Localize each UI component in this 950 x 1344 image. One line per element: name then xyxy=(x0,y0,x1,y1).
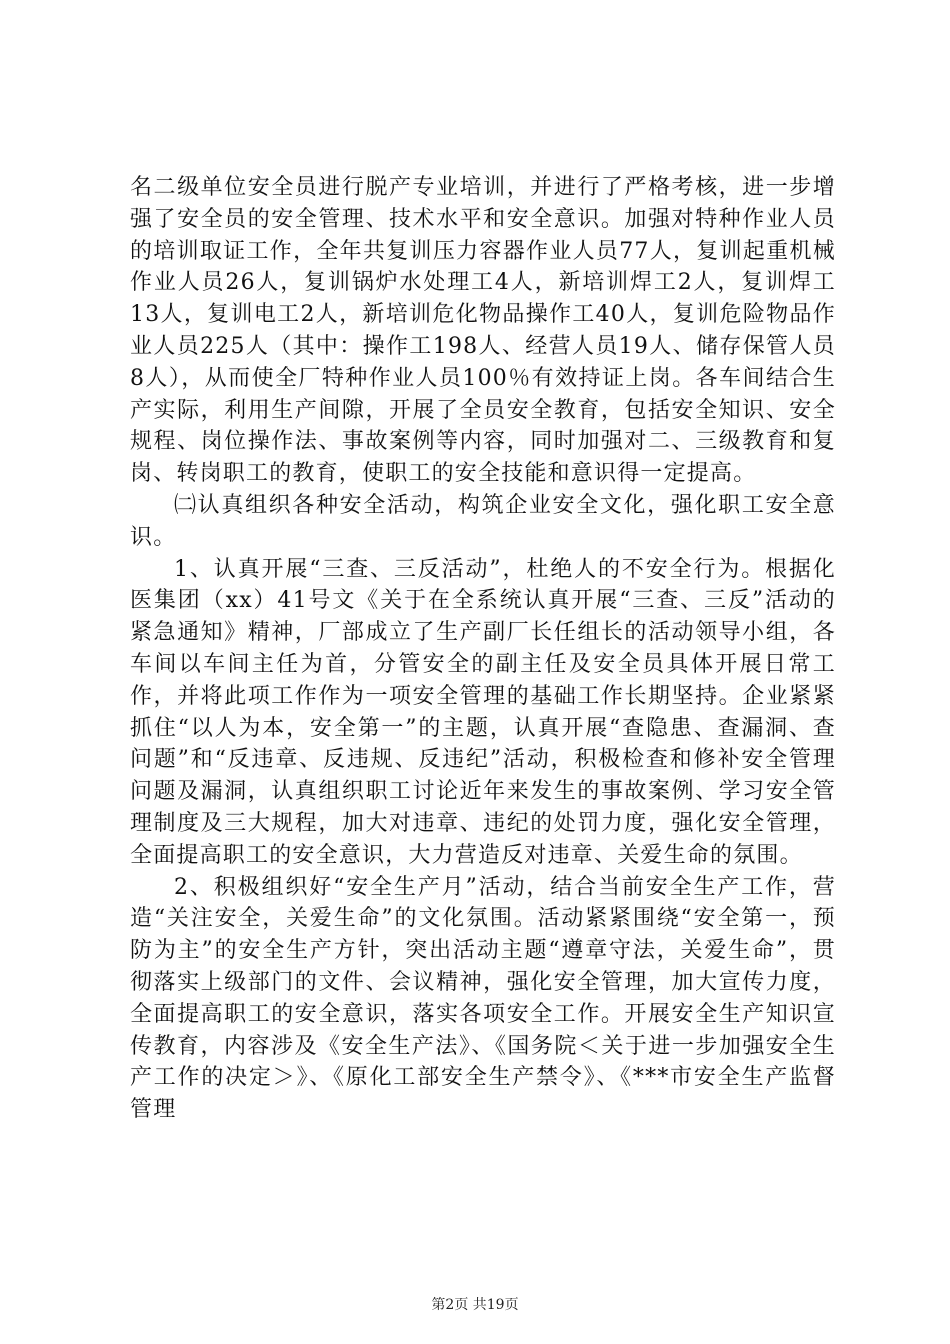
paragraph-section-heading: ㈡认真组织各种安全活动，构筑企业安全文化，强化职工安全意识。 xyxy=(130,492,836,550)
page-number-footer: 第2页 共19页 xyxy=(431,1297,519,1313)
document-body xyxy=(130,172,836,1126)
paragraph-training: 名二级单位安全员进行脱产专业培训，并进行了严格考核，进一步增强了安全员的安全管理、技术水平和安全意识。加强对特种作业人员的培训取证工作，全年共复训压力容器作业人员77人，复训起重机械作业人员26人，复训锅炉水处理工4人，新培训焊工2人，复训焊工13人，复训电工2人，新培训危化物品操作工40人，复训危险物品作业人员225人（其中：操作工198人、经营人员19人、储存保管人员8人），从而使全厂特种作业人员100％有效持证上岗。各车间结合生产实际，利用生产间隙，开展了全员安全教育，包括安全知识、安全规程、岗位操作法、事故案例等内容，同时加强对二、三级教育和复岗、转岗职工的教育，使职工的安全技能和意识得一定提高。 xyxy=(130,175,836,487)
paragraph-three-checks: 1、认真开展“三查、三反活动”，杜绝人的不安全行为。根据化医集团（xx）41号文《关于在全系统认真开展“三查、三反”活动的紧急通知》精神，厂部成立了生产副厂长任组长的活动领导小组，各车间以车间主任为首，分管安全的副主任及安全员具体开展日常工作，并将此项工作作为一项安全管理的基础工作长期坚持。企业紧紧抓住“以人为本，安全第一”的主题，认真开展“查隐患、查漏洞、查问题”和“反违章、反违规、反违纪”活动，积极检查和修补安全管理问题及漏洞，认真组织职工讨论近年来发生的事故案例、学习安全管理制度及三大规程，加大对违章、违纪的处罚力度，强化安全管理，全面提高职工的安全意识，大力营造反对违章、关爱生命的氛围。 xyxy=(130,556,836,868)
paragraph-safety-month: 2、积极组织好“安全生产月”活动，结合当前安全生产工作，营造“关注安全，关爱生命”的文化氛围。活动紧紧围绕“安全第一，预防为主”的安全生产方针，突出活动主题“遵章守法，关爱生命”，贯彻落实上级部门的文件、会议精神，强化安全管理，加大宣传力度，全面提高职工的安全意识，落实各项安全工作。开展安全生产知识宣传教育，内容涉及《安全生产法》、《国务院＜关于进一步加强安全生产工作的决定＞》、《原化工部安全生产禁令》、《***市安全生产监督管理 xyxy=(130,874,836,1123)
